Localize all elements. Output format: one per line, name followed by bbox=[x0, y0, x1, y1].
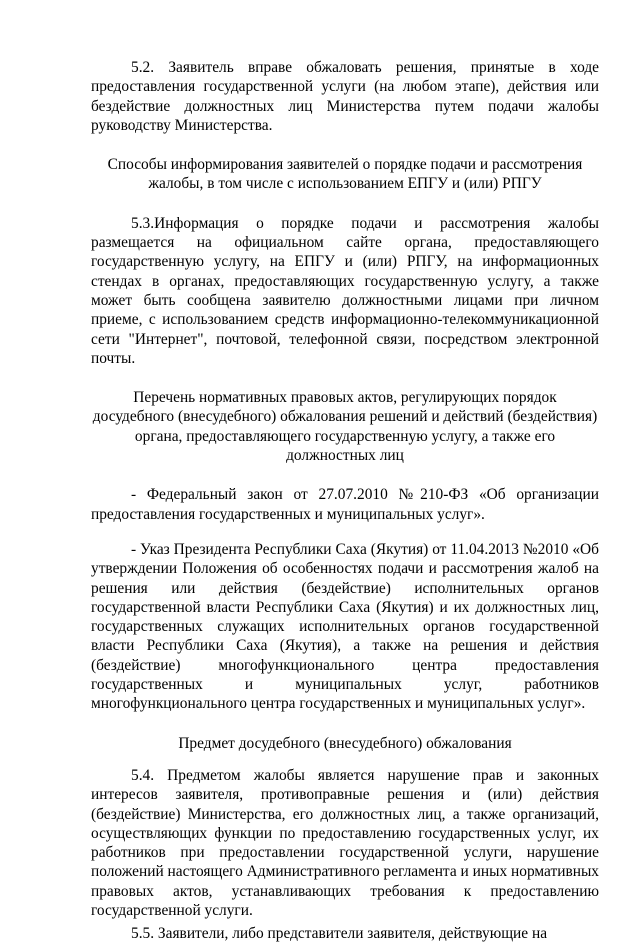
paragraph-5-2: 5.2. Заявитель вправе обжаловать решения, принятые в ходе предоставления государственной услуги (на любом этапе), действия или бездействие должностных лиц Министерства путем подачи жалобы руководству Министерства. bbox=[91, 59, 599, 134]
paragraph-5-4: 5.4. Предметом жалобы является нарушение прав и законных интересов заявителя, противоправные решения и (или) действия (бездействие) Министерства, его должностных лиц, а также организаций, осуществляющих функции по предоставлению государственных услуг, их работников при предоставлении государственной услуги, нарушение положений настоящего Административного регламента и иных нормативных правовых актов, устанавливающих требования к предоставлению государственной услуги. bbox=[91, 766, 599, 919]
paragraph-presidential-decree: - Указ Президента Республики Саха (Якутия) от 11.04.2013 №2010 «Об утверждении Положения об особенностях подачи и рассмотрения жалоб на решения или действия (бездействие) исполнительных органов государственной власти Республики Саха (Якутия) и их должностных лиц, государственных служащих исполнительных органов государственной власти Республики Саха (Якутия), а также на решения и действия (бездействие) многофункционального центра предоставления государственных и муниципальных услуг, работников многофункционального центра государственных и муниципальных услуг». bbox=[91, 540, 599, 713]
paragraph-5-5: 5.5. Заявители, либо представители заявителя, действующие на bbox=[131, 925, 548, 943]
heading-appeal-subject: Предмет досудебного (внесудебного) обжалования bbox=[178, 734, 512, 752]
paragraph-federal-law: - Федеральный закон от 27.07.2010 №210-ФЗ «Об организации предоставления государственных и муниципальных услуг». bbox=[91, 486, 599, 523]
document-page bbox=[91, 58, 599, 944]
heading-informing-methods: Способы информирования заявителей о порядке подачи и рассмотрения жалобы, в том числе с использованием ЕПГУ и (или) РПГУ bbox=[107, 156, 583, 193]
paragraph-5-3: 5.3.Информация о порядке подачи и рассмотрения жалобы размещается на официальном сайте органа, предоставляющего государственную услугу, на ЕПГУ и (или) РПГУ, на информационных стендах в органах, предоставляющих государственную услугу, а также может быть сообщена заявителю должностными лицами при личном приеме, с использованием средств информационно-телекоммуникационной сети "Интернет", почтовой, телефонной связи, посредством электронной почты. bbox=[91, 214, 599, 367]
heading-legal-acts: Перечень нормативных правовых актов, регулирующих порядок досудебного (внесудебного) обжалования решений и действий (бездействия) органа, предоставляющего государственную услугу, а также его должностных лиц bbox=[92, 389, 598, 465]
